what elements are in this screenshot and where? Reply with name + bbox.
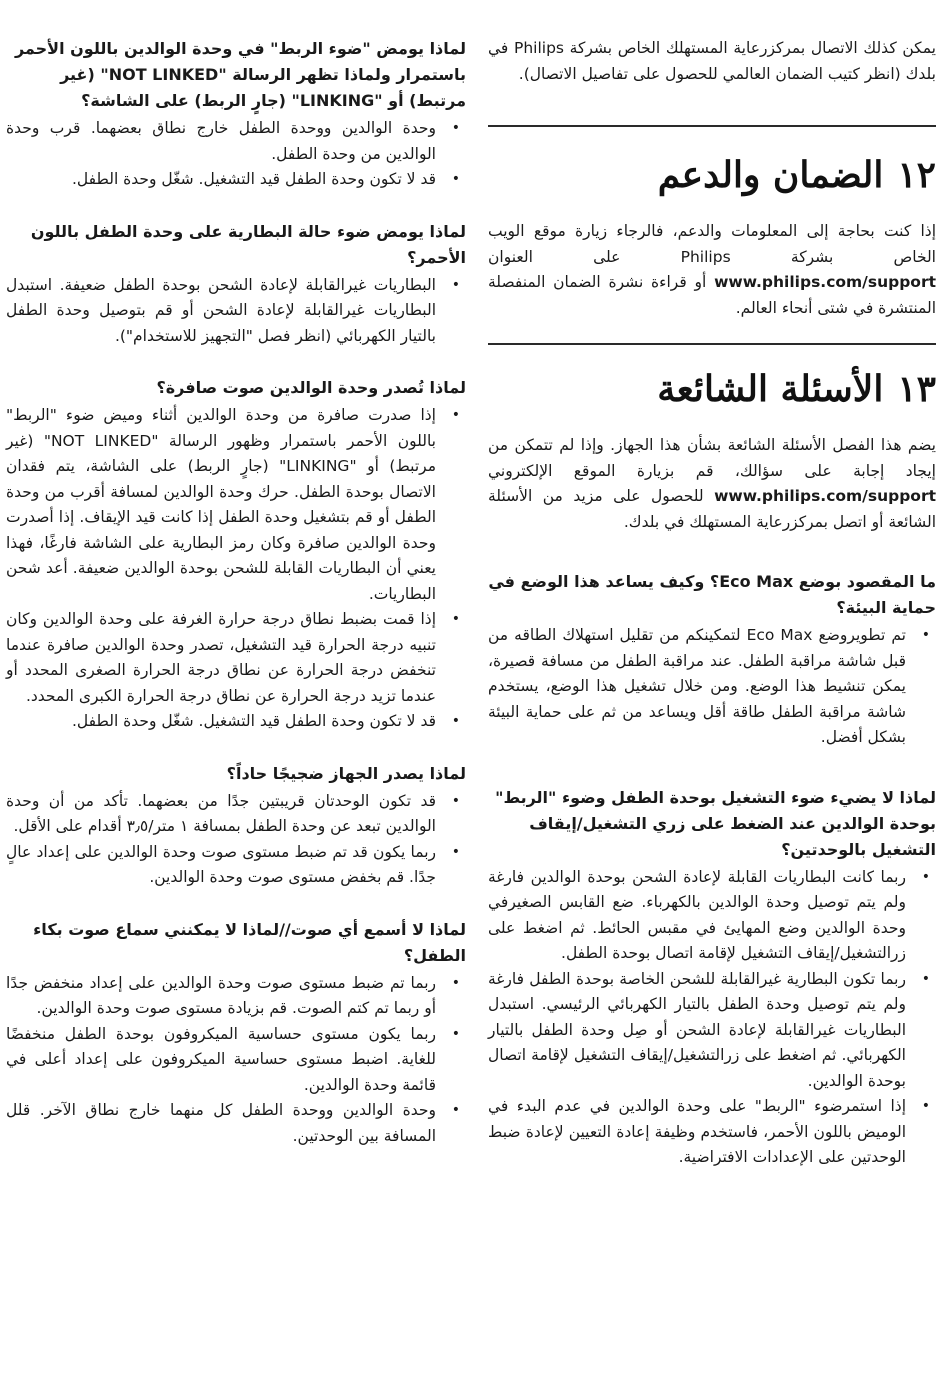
faq-url[interactable]: www.philips.com/support — [714, 487, 936, 505]
faq-intro-paragraph — [488, 433, 936, 535]
section-number: ١٢ — [897, 154, 936, 196]
answer-text: وحدة الوالدين ووحدة الطفل خارج نطاق بعضهما. قرب وحدة الوالدين من وحدة الطفل. — [6, 119, 436, 163]
answer-text: البطاريات غيرالقابلة لإعادة الشحن بوحدة الطفل ضعيفة. استبدل البطاريات غيرالقابلة لإعادة الشحن أو قم بتوصيل وحدة الطفل بالتيار الكهربائي (انظر فصل "التجهيز للاستخدام"). — [6, 275, 436, 345]
faq-question: لماذا تُصدر وحدة الوالدين صوت صافرة؟ — [156, 378, 466, 397]
bullet-icon: • — [451, 843, 460, 860]
bullet-icon: • — [921, 868, 930, 885]
answer-text: قد لا تكون وحدة الطفل قيد التشغيل. شغّل وحدة الطفل. — [72, 712, 436, 730]
list-item — [6, 116, 460, 167]
bullet-icon: • — [451, 171, 460, 187]
answer-text: ربما تكون البطارية غيرالقابلة للشحن الخاصة بوحدة الطفل فارغة ولم يتم توصيل وحدة الطفل بالتيار الكهربائي الرئيسي. استبدل البطاريات غيرالقابلة لإعادة الشحن أو صِل وحدة الطفل بالتيار الكهربائي. ثم اضغط على زرالتشغيل/إيقاف التشغيل لإقامة اتصال بوحدة الوالدين. — [488, 969, 906, 1090]
intro-paragraph: يمكن كذلك الاتصال بمركزرعاية المستهلك الخاص بشركة Philips في بلدك (انظر كتيب الضمان العالمي للحصول على تفاصيل الاتصال). — [488, 39, 936, 83]
answer-text: ربما تم ضبط مستوى صوت وحدة الوالدين على إعداد منخفض جدًا أو ربما تم كتم الصوت. قم بزيادة مستوى صوت وحدة الوالدين. — [6, 973, 436, 1017]
list-item — [6, 840, 460, 891]
faq-question: لماذا يصدر الجهاز ضجيجًا حاداً؟ — [226, 763, 466, 783]
list-item — [6, 403, 460, 607]
faq-intro-text-start: يضم هذا الفصل الأسئلة الشائعة بشأن هذا الجهاز. وإذا لم تتمكن من إيجاد إجابة على سؤالك، قم بزيارة الموقع الإلكتروني — [488, 436, 936, 480]
answer-text: تم تطويروضع Eco Max لتمكينكم من تقليل استهلاك الطاقه من قبل شاشة مراقبة الطفل. عند مراقبة الطفل من مسافة قصيرة، يمكن تنشيط هذا الوضع. ومن خلال تشغيل هذا الوضع، يستخدم شاشة مراقبة الطفل طاقة أقل ويساعد من ثم على حماية البيئة بشكل أفضل. — [488, 626, 906, 746]
support-paragraph — [488, 219, 936, 321]
section-13-title — [488, 367, 936, 411]
list-item — [6, 167, 460, 193]
bullet-icon: • — [921, 627, 930, 643]
faq-answer-list — [488, 623, 936, 751]
list-item — [6, 709, 460, 735]
faq-answer-list — [6, 116, 466, 193]
list-item — [6, 273, 460, 350]
bullet-icon: • — [451, 1102, 460, 1118]
right-column — [488, 36, 936, 1171]
answer-text: وحدة الوالدين ووحدة الطفل كل منهما خارج نطاق الآخر. قلل المسافة بين الوحدتين. — [6, 1101, 436, 1145]
bullet-icon: • — [451, 407, 460, 423]
faq-question: لماذا يومض ضوء حالة البطارية على وحدة الطفل باللون الأحمر؟ — [30, 221, 466, 267]
answer-text: إذا صدرت صافرة من وحدة الوالدين أثناء وميض ضوء "الربط" باللون الأحمر باستمرار وظهور الرسالة "NOT LINKED" (غير مرتبط) أو "LINKING" (جارٍ الربط) على الشاشة، يتم فقدان الاتصال بوحدة الطفل. حرك وحدة الوالدين لمسافة أقرب من وحدة الطفل أو قم بتشغيل وحدة الطفل إذا كانت قيد الإيقاف. إذا أصدرت وحدة الوالدين صافرة وكان رمز البطارية على الشاشة فارغًا، فهذا يعني أن البطاريات القابلة للشحن بوحدة الوالدين ضعيفة. أعد شحن البطاريات. — [6, 406, 436, 603]
bullet-icon: • — [451, 120, 460, 136]
list-item — [488, 1094, 930, 1171]
faq-answer-list — [6, 971, 466, 1150]
bullet-icon: • — [451, 1025, 460, 1042]
section-title-text: الأسئلة الشائعة — [657, 368, 884, 410]
faq-question: ما المقصود بوضع Eco Max؟ وكيف يساعد هذا الوضع في حماية البيئة؟ — [488, 572, 936, 617]
answer-text: قد لا تكون وحدة الطفل قيد التشغيل. شغّل وحدة الطفل. — [72, 170, 436, 188]
faq-answer-list — [6, 789, 466, 891]
list-item — [6, 1098, 460, 1149]
section-12-title — [488, 153, 936, 197]
faq-answer-list — [6, 403, 466, 735]
faq-question: لماذا لا يضيء ضوء التشغيل بوحدة الطفل وضوء "الربط" بوحدة الوالدين عند الضغط على زري التشغيل/إيقاف التشغيل بالوحدتين؟ — [495, 787, 936, 859]
section-number: ١٣ — [897, 368, 936, 410]
answer-text: إذا قمت بضبط نطاق درجة حرارة الغرفة على وحدة الوالدين وكان تنبيه درجة الحرارة قيد التشغيل، تصدر وحدة الوالدين صافرة عندما تنخفض درجة الحرارة عن نطاق درجة الحرارة الصغرى المحدد أو عندما تزيد درجة الحرارة عن نطاق درجة الحرارة الكبرى المحدد. — [6, 610, 436, 705]
faq-answer-list — [6, 273, 466, 350]
list-item — [6, 607, 460, 709]
support-text-end: أو قراءة نشرة الضمان المنفصلة المنتشرة في شتى أنحاء العالم. — [488, 273, 936, 317]
faq-question: لماذا يومض "ضوء الربط" في وحدة الوالدين باللون الأحمر باستمرار ولماذا تظهر الرسالة "NOT LINKED" (غير مرتبط) أو "LINKING" (جارٍ الربط) على الشاشة؟ — [14, 39, 466, 110]
answer-text: ربما يكون مستوى حساسية الميكروفون بوحدة الطفل منخفضًا للغاية. اضبط مستوى حساسية الميكروفون على إعداد أعلى في قائمة وحدة الوالدين. — [6, 1024, 436, 1094]
answer-text: ربما كانت البطاريات القابلة لإعادة الشحن بوحدة الوالدين فارغة ولم يتم توصيل وحدة الوالدين بالكهرباء. ضع القابس الصغيرفي وحدة الوالدين وضع المهايئ في مقبس الحائط. ثم اضغط على زرالتشغيل/إيقاف التشغيل لإقامة اتصال بوحدة الطفل. — [488, 867, 906, 962]
bullet-icon: • — [451, 974, 460, 991]
section-title-text: الضمان والدعم — [657, 154, 884, 196]
support-text-start: إذا كنت بحاجة إلى المعلومات والدعم، فالرجاء زيارة موقع الويب الخاص بشركة Philips على العنوان — [488, 222, 936, 266]
faq-intro-text-end: للحصول على مزيد من الأسئلة الشائعة أو اتصل بمركزرعاية المستهلك في بلدك. — [488, 487, 936, 531]
bullet-icon: • — [451, 276, 460, 293]
bullet-icon: • — [451, 792, 460, 809]
bullet-icon: • — [921, 1098, 930, 1114]
list-item — [6, 789, 460, 840]
faq-answer-list — [488, 865, 936, 1171]
answer-text: قد تكون الوحدتان قريبتين جدًا من بعضهما. تأكد من أن وحدة الوالدين تبعد عن وحدة الطفل بمسافة ١ متر/٣٫٥ أقدام على الأقل. — [6, 791, 436, 835]
bullet-icon: • — [451, 713, 460, 729]
list-item — [488, 865, 930, 967]
list-item — [488, 967, 930, 1095]
answer-text: ربما يكون قد تم ضبط مستوى صوت وحدة الوالدين على إعداد عالٍ جدًا. قم بخفض مستوى صوت وحدة الوالدين. — [6, 842, 436, 886]
list-item — [488, 623, 930, 751]
list-item — [6, 1022, 460, 1099]
left-column — [6, 36, 466, 1149]
support-url[interactable]: www.philips.com/support — [714, 273, 936, 291]
answer-text: إذا استمرضوء "الربط" على وحدة الوالدين في عدم البدء في الوميض باللون الأحمر، فاستخدم وظيفة إعادة التعيين لإعادة ضبط الوحدتين على الإعدادات الافتراضية. — [488, 1097, 906, 1166]
bullet-icon: • — [921, 970, 930, 987]
faq-question: لماذا لا أسمع أي صوت//لماذا لا يمكنني سماع صوت بكاء الطفل؟ — [33, 919, 466, 965]
bullet-icon: • — [451, 611, 460, 627]
list-item — [6, 971, 460, 1022]
